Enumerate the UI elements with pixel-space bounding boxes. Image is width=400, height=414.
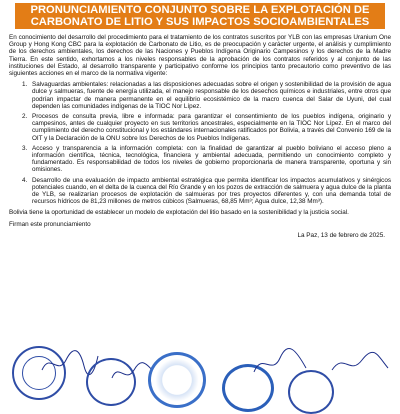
title-line-1: PRONUNCIAMIENTO CONJUNTO SOBRE LA EXPLOTACIÓN DE bbox=[30, 4, 370, 16]
action-points-list bbox=[9, 81, 391, 205]
closing-paragraph: Bolivia tiene la oportunidad de establecer un modelo de explotación del litio basado en la sostenibilidad y la justicia social. bbox=[9, 209, 349, 217]
action-point-3: 3. Acceso y transparencia a la información completa: con la finalidad de garantizar al pueblo boliviano el acceso pleno a información científica, técnica, tecnológica, financiera y ambiental adecuada, permitiendo un conocimiento completo y fundamentado. Es responsabilidad de todos los niveles de gobierno proporcionarla de manera transparente, oportuna y sin omisiones. bbox=[29, 145, 391, 174]
signoff-line: Firman este pronunciamiento bbox=[9, 220, 91, 228]
date-line: La Paz, 13 de febrero de 2025. bbox=[297, 231, 385, 239]
action-point-2: 2. Procesos de consulta previa, libre e informada: para garantizar el consentimiento de los pueblos indígena, originario y campesinos, antes de cualquier proyecto en sus territorios ancestrales, especialmente en la TIOC Nor Lípez. En el marco del cumplimiento del derecho constitucional y los estándares internacionales ratificados por Bolivia, a través del Convenio 169 de la OIT y la Declaración de la ONU sobre los Derechos de los Pueblos Indígenas. bbox=[29, 113, 391, 142]
document-body bbox=[9, 34, 391, 239]
official-seal-stamp bbox=[288, 370, 334, 414]
seals-and-signatures bbox=[0, 338, 400, 400]
handwritten-signature bbox=[330, 350, 390, 380]
intro-paragraph: En conocimiento del desarrollo del procedimiento para el tratamiento de los contratos suscritos por YLB con las empresas Uranium One Group y Hong Kong CBC para la explotación de Carbonato de Litio, es de preocupación y carácter urgente, el análisis y cumplimiento de los derechos ambientales, los derechos de las Naciones y Pueblos Indígena Originario Campesinos y los derechos de la Madre Tierra. En este sentido, exhortamos a los niveles responsables de la aprobación de los contratos referidos y al conjunto de las instituciones del Estado, al desarrollo transparente y participativo conforme los principios tanto precautorio como preventivo de las siguientes acciones en el marco de la normativa vigente: bbox=[9, 34, 391, 78]
action-point-1: 1. Salvaguardas ambientales: relacionadas a las disposiciones adecuadas sobre el origen y sostenibilidad de la provisión de agua dulce y salmueras, fuente de energía utilizada, el manejo responsable de los desechos químicos e industriales, entre otros que podrían impactar de manera permanente en el equilibrio ecosistémico de la macro cuenca del Salar de Uyuni, del cual dependen las comunidades indígenas de la TIOC Nor Lípez. bbox=[29, 81, 391, 110]
title-banner bbox=[15, 3, 385, 29]
action-point-4: 4. Desarrollo de una evaluación de impacto ambiental estratégica que permita identificar los impactos acumulativos y sinérgicos potenciales cuando, en el delta de la cuenca del Río Grande y en los pozos de extracción de salmuera y agua dulce de la planta de YLB, se realizarían procesos de explotación de salmueras por tres proyectos diferentes y, con una demanda total de recursos hídricos de 81,23 millones de metros cúbicos (Salmueras, 68,85 Mm³; Agua dulce, 12,38 Mm³). bbox=[29, 177, 391, 206]
title-line-2: CARBONATO DE LITIO Y SUS IMPACTOS SOCIOAMBIENTALES bbox=[30, 16, 370, 28]
